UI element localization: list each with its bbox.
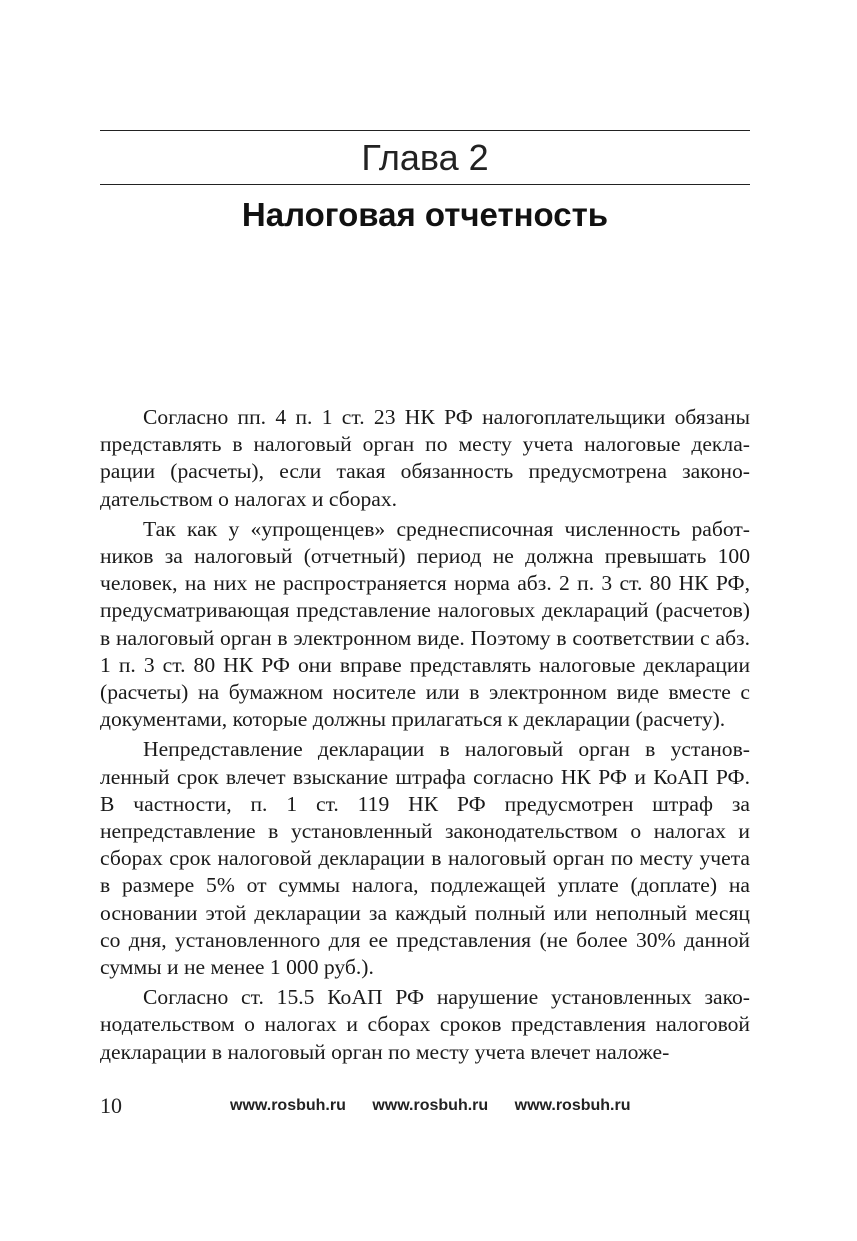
chapter-title: Налоговая отчетность	[241, 196, 609, 233]
chapter-label: Глава 2	[361, 137, 489, 178]
footer-url[interactable]: www.rosbuh.ru	[230, 1097, 346, 1114]
paragraph: Так как у «упрощенцев» среднесписочная численность работников за налоговый (отчетный) период не должна превышать 100 человек, на них не распространяется норма абз. 2 п. 3 ст. 80 НК РФ, предусматривающая представление налоговых деклараций (расчетов) в налоговый орган в электронном виде. Поэтому в соответствии с абз. 1 п. 3 ст. 80 НК РФ они вправе представлять налоговые декларации (расчеты) на бумажном носителе или в электронном виде вместе с документами, которые должны прилагаться к декларации (расчету).	[100, 516, 750, 732]
footer-url[interactable]: www.rosbuh.ru	[514, 1097, 631, 1114]
footer-urls	[230, 1091, 652, 1121]
paragraph: Согласно пп. 4 п. 1 ст. 23 НК РФ налогоплательщики обязаны представлять в налоговый орган по месту учета налоговые декларации (расчеты), если такая обязанность предусмотрена законодательством о налогах и сборах.	[100, 405, 750, 511]
chapter-rule-bottom	[100, 184, 750, 185]
paragraph: Непредставление декларации в налоговый орган в установленный срок влечет взыскание штрафа согласно НК РФ и КоАП РФ. В частности, п. 1 ст. 119 НК РФ предусмотрен штраф за непредставление в установленный законодательством о налогах и сборах срок налоговой декларации в налоговый орган по месту учета в размере 5% от суммы налога, подлежащей уплате (доплате) на основании этой декларации за каждый полный или неполный месяц со дня, установленного для ее представления (не более 30% данной суммы и не менее 1 000 руб.).	[100, 737, 750, 980]
body-text	[100, 404, 750, 1069]
paragraph: Согласно ст. 15.5 КоАП РФ нарушение установленных законодательством о налогах и сборах сроков представления налоговой декларации в налоговый орган по месту учета влечет наложе-	[100, 985, 750, 1064]
footer-url[interactable]: www.rosbuh.ru	[372, 1097, 489, 1114]
chapter-rule-top	[100, 130, 750, 131]
page-number: 10	[100, 1093, 122, 1118]
page-footer	[100, 1091, 750, 1121]
